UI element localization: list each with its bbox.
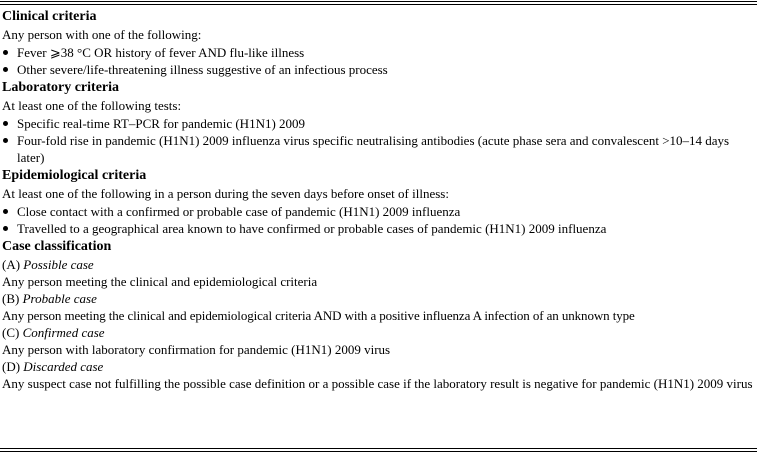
case-letter: (D) bbox=[2, 359, 21, 374]
bullet-icon bbox=[3, 209, 8, 214]
case-description-discarded: Any suspect case not fulfilling the possible case definition or a possible case if the laboratory result is negative for pandemic (H1N1) 2009 virus bbox=[2, 376, 753, 391]
section-heading: Epidemiological criteria bbox=[2, 168, 147, 183]
list-item-text: Travelled to a geographical area known to have confirmed or probable cases of pandemic (H1N1) 2009 influenza bbox=[17, 221, 607, 236]
section-heading: Case classification bbox=[2, 239, 112, 254]
bullet-icon bbox=[3, 50, 8, 55]
case-description-possible: Any person meeting the clinical and epidemiological criteria bbox=[2, 274, 318, 289]
criteria-list bbox=[2, 115, 754, 166]
bullet-icon bbox=[3, 138, 8, 143]
list-item-text: Four-fold rise in pandemic (H1N1) 2009 influenza virus specific neutralising antibodies (acute phase sera and convalescent >10–14 days later) bbox=[17, 133, 730, 165]
case-name: Probable case bbox=[22, 291, 97, 306]
list-item-text: Fever ⩾38 °C OR history of fever AND flu-like illness bbox=[17, 45, 305, 60]
section-epidemiological bbox=[2, 167, 754, 237]
case-name: Confirmed case bbox=[22, 325, 105, 340]
section-heading: Laboratory criteria bbox=[2, 80, 120, 95]
list-item bbox=[2, 203, 754, 220]
list-item-text: Close contact with a confirmed or probable case of pandemic (H1N1) 2009 influenza bbox=[17, 204, 461, 219]
section-heading: Clinical criteria bbox=[2, 9, 97, 24]
case-name: Discarded case bbox=[23, 359, 104, 374]
case-label-possible bbox=[2, 256, 754, 273]
bottom-double-rule bbox=[0, 448, 757, 452]
list-item bbox=[2, 132, 754, 166]
list-item-text: Other severe/life-threatening illness suggestive of an infectious process bbox=[17, 62, 388, 77]
list-item bbox=[2, 44, 754, 61]
section-clinical bbox=[2, 8, 754, 78]
case-description-probable: Any person meeting the clinical and epidemiological criteria AND with a positive influenza A infection of an unknown type bbox=[2, 308, 635, 323]
bullet-icon bbox=[3, 121, 8, 126]
top-double-rule bbox=[0, 1, 757, 5]
list-item bbox=[2, 220, 754, 237]
case-letter: (B) bbox=[2, 291, 20, 306]
section-laboratory bbox=[2, 79, 754, 166]
section-intro: Any person with one of the following: bbox=[2, 27, 202, 42]
bullet-icon bbox=[3, 226, 8, 231]
criteria-list bbox=[2, 203, 754, 237]
section-intro: At least one of the following in a person during the seven days before onset of illness: bbox=[2, 186, 449, 201]
table-content bbox=[2, 8, 754, 392]
case-letter: (A) bbox=[2, 257, 21, 272]
case-label-probable bbox=[2, 290, 754, 307]
list-item bbox=[2, 61, 754, 78]
criteria-list bbox=[2, 44, 754, 78]
case-letter: (C) bbox=[2, 325, 20, 340]
list-item-text: Specific real-time RT–PCR for pandemic (H1N1) 2009 bbox=[17, 116, 306, 131]
section-classification bbox=[2, 238, 754, 392]
case-description-confirmed: Any person with laboratory confirmation for pandemic (H1N1) 2009 virus bbox=[2, 342, 391, 357]
section-intro: At least one of the following tests: bbox=[2, 98, 182, 113]
list-item bbox=[2, 115, 754, 132]
bullet-icon bbox=[3, 67, 8, 72]
case-label-confirmed bbox=[2, 324, 754, 341]
case-name: Possible case bbox=[23, 257, 94, 272]
case-label-discarded bbox=[2, 358, 754, 375]
